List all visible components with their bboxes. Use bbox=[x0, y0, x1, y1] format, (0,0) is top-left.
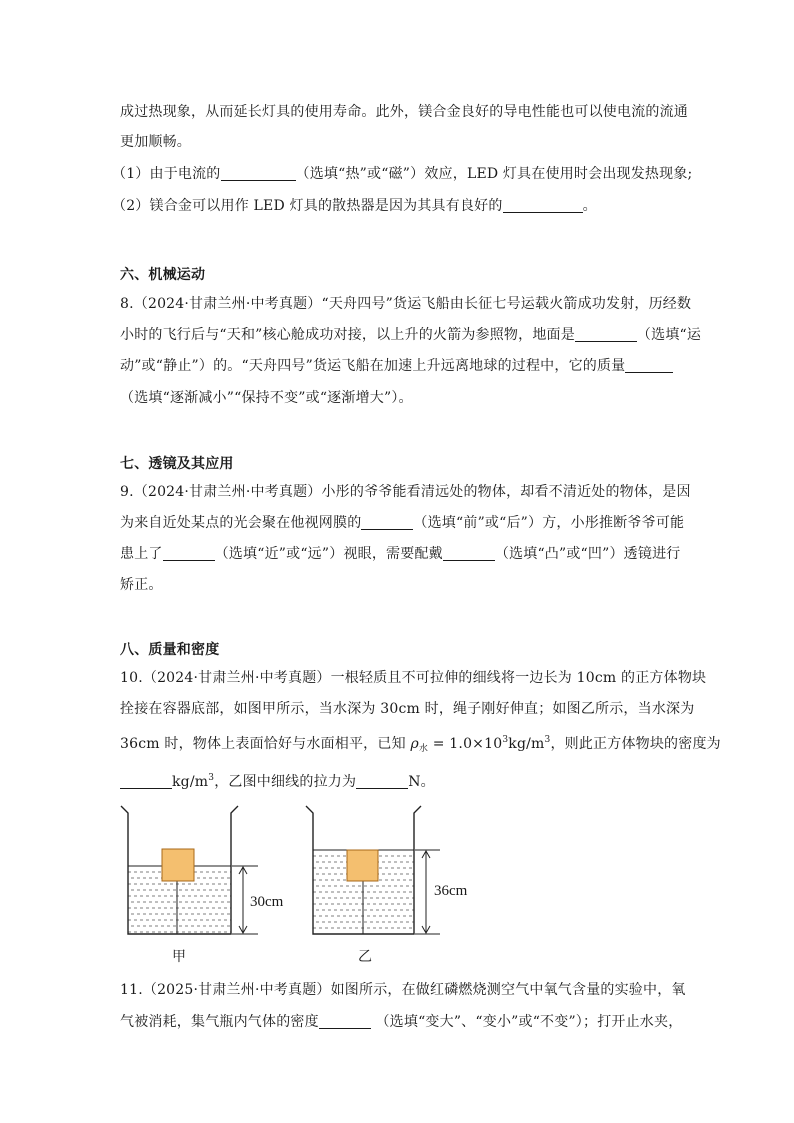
rho-symbol: ρ bbox=[410, 736, 419, 752]
question-11-line bbox=[120, 1012, 683, 1032]
text: 矫正。 bbox=[120, 577, 163, 593]
exponent: 3 bbox=[208, 773, 215, 783]
text: 。 bbox=[582, 198, 597, 214]
text: （选填“凸”或“凹”）透镜进行 bbox=[494, 546, 681, 562]
cube-block bbox=[162, 849, 194, 881]
unit: kg/m bbox=[508, 736, 545, 752]
heading-text: 六、机械运动 bbox=[120, 267, 206, 283]
text: = 1.0×10 bbox=[428, 736, 503, 752]
exponent: 3 bbox=[544, 735, 551, 745]
rho-subscript: 水 bbox=[418, 744, 429, 754]
exponent: 3 bbox=[502, 735, 509, 745]
text: 11.（2025·甘肃兰州·中考真题）如图所示，在做红磷燃烧测空气中氧气含量的实验中，氧 bbox=[120, 982, 686, 998]
text: （选填“前”或“后”）方，小彤推断爷爷可能 bbox=[413, 515, 685, 531]
depth-label: 30cm bbox=[250, 894, 284, 910]
beaker-right bbox=[306, 806, 468, 965]
text: N。 bbox=[408, 774, 435, 790]
text: （选填“热”或“磁”）效应，LED 灯具在使用时会出现发热现象; bbox=[295, 166, 693, 182]
depth-label: 36cm bbox=[434, 883, 468, 899]
figure-caption: 乙 bbox=[358, 949, 372, 965]
text: 患上了 bbox=[120, 546, 163, 562]
text: 为来自近处某点的光会聚在他视网膜的 bbox=[120, 515, 362, 531]
heading-text: 八、质量和密度 bbox=[120, 642, 220, 658]
text: 动”或“静止”）的。“天舟四号”货运飞船在加速上升远离地球的过程中，它的质量 bbox=[120, 358, 626, 374]
text: 气被消耗，集气瓶内气体的密度 bbox=[120, 1014, 319, 1030]
text: 拴接在容器底部，如图甲所示，当水深为 30cm 时，绳子刚好伸直；如图乙所示，当水深为 bbox=[120, 701, 695, 717]
text: （选填“运 bbox=[636, 327, 702, 343]
question-11-line bbox=[120, 980, 686, 1000]
answer-blank[interactable] bbox=[319, 1014, 371, 1029]
text: （选填“近”或“远”）视眼，需要配戴 bbox=[214, 546, 443, 562]
text: 10.（2024·甘肃兰州·中考真题）一根轻质且不可拉伸的细线将一边长为 10cm 的正方体物块 bbox=[120, 670, 707, 686]
text: （2）镁合金可以用作 LED 灯具的散热器是因为其具有良好的 bbox=[112, 198, 503, 214]
heading-text: 七、透镜及其应用 bbox=[120, 456, 234, 472]
text: 成过热现象，从而延长灯具的使用寿命。此外，镁合金良好的导电性能也可以使电流的流通 bbox=[120, 104, 688, 120]
cube-block bbox=[347, 850, 378, 881]
text: ，乙图中细线的拉力为 bbox=[214, 774, 357, 790]
text: （1）由于电流的 bbox=[112, 166, 221, 182]
text: （选填“变大”、“变小”或“不变”）；打开止水夹， bbox=[375, 1014, 683, 1030]
text: ，则此正方体物块的密度为 bbox=[550, 736, 721, 752]
figure-caption: 甲 bbox=[172, 949, 186, 965]
text: 8.（2024·甘肃兰州·中考真题）“天舟四号”货运飞船由长征七号运载火箭成功发射，历经数 bbox=[120, 296, 692, 312]
text: 9.（2024·甘肃兰州·中考真题）小彤的爷爷能看清远处的物体，却看不清近处的物体，是因 bbox=[120, 484, 691, 500]
text: （选填“逐渐减小”“保持不变”或“逐渐增大”）。 bbox=[120, 390, 413, 406]
unit: kg/m bbox=[172, 774, 209, 790]
beaker-left bbox=[121, 806, 284, 965]
text: 36cm 时，物体上表面恰好与水面相平，已知 bbox=[120, 736, 406, 752]
text: 小时的飞行后与“天和”核心舱成功对接，以上升的火箭为参照物，地面是 bbox=[120, 327, 575, 343]
text: 更加顺畅。 bbox=[120, 134, 191, 150]
